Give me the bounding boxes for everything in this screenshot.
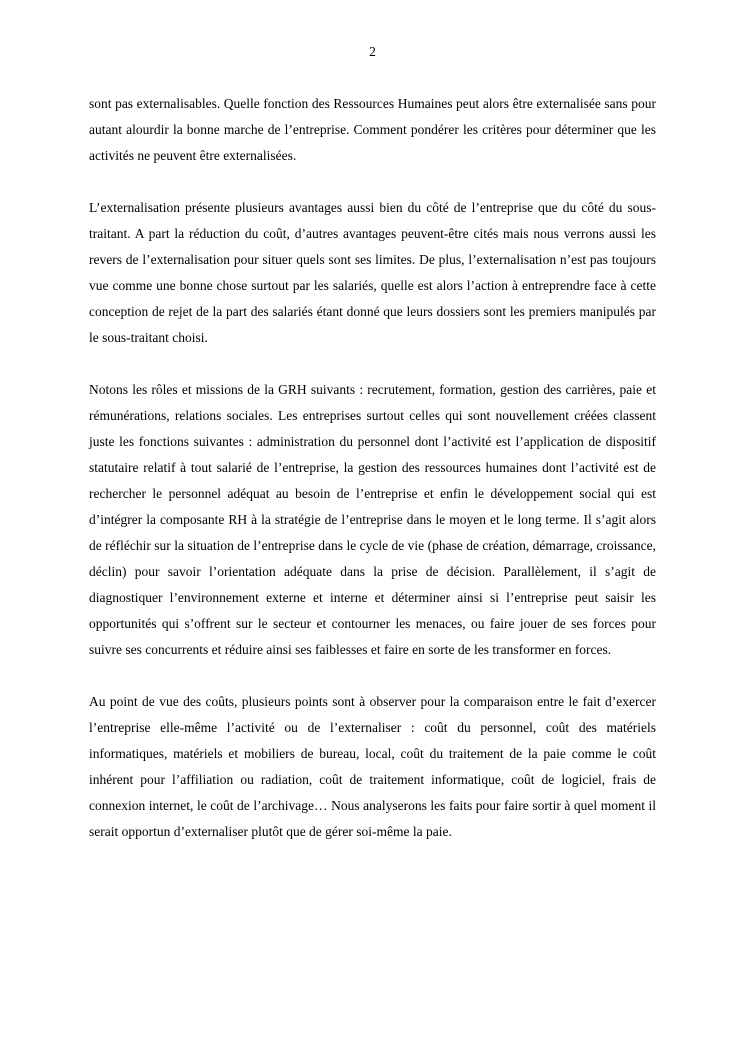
paragraph-3: Notons les rôles et missions de la GRH suivants : recrutement, formation, gestion des carrières, paie et rémunérations, relations sociales. Les entreprises surtout celles qui sont nouvellement créées classent juste les fonctions suivantes : administration du personnel dont l’activité est l’application de dispositif statutaire relatif à tout salarié de l’entreprise, la gestion des ressources humaines dont l’activité est de rechercher le personnel adéquat au besoin de l’entreprise et enfin le développement social qui est d’intégrer la composante RH à la stratégie de l’entreprise dans le moyen et le long terme. Il s’agit alors de réfléchir sur la situation de l’entreprise dans le cycle de vie (phase de création, démarrage, croissance, déclin) pour savoir l’orientation adéquate dans la prise de décision. Parallèlement, il s’agit de diagnostiquer l’environnement externe et interne et déterminer ainsi si l’entreprise peut saisir les opportunités qui s’offrent sur le secteur et contourner les menaces, ou faire jouer de ses forces pour suivre ses concurrents et réduire ainsi ses faiblesses et faire en sorte de les transformer en forces. [89,382,656,657]
paragraph-2: L’externalisation présente plusieurs avantages aussi bien du côté de l’entreprise que du côté du sous-traitant. A part la réduction du coût, d’autres avantages peuvent-être cités mais nous verrons aussi les revers de l’externalisation pour situer quels sont ses limites. De plus, l’externalisation n’est pas toujours vue comme une bonne chose surtout par les salariés, quelle est alors l’action à entreprendre face à cette conception de rejet de la part des salariés étant donné que leurs dossiers sont les premiers manipulés par le sous-traitant choisi. [89,200,656,345]
paragraph-1: sont pas externalisables. Quelle fonction des Ressources Humaines peut alors être externalisée sans pour autant alourdir la bonne marche de l’entreprise. Comment pondérer les critères pour déterminer que les activités ne peuvent être externalisées. [89,96,656,163]
paragraph-4: Au point de vue des coûts, plusieurs points sont à observer pour la comparaison entre le fait d’exercer l’entreprise elle-même l’activité ou de l’externaliser : coût du personnel, coût des matériels informatiques, matériels et mobiliers de bureau, local, coût du traitement de la paie comme le coût inhérent pour l’affiliation ou radiation, coût de traitement informatique, coût de logiciel, frais de connexion internet, le coût de l’archivage… Nous analyserons les faits pour faire sortir à quel moment il serait opportun d’externaliser plutôt que de gérer soi-même la paie. [89,694,656,839]
document-body [89,91,656,845]
page-number: 2 [369,44,376,59]
